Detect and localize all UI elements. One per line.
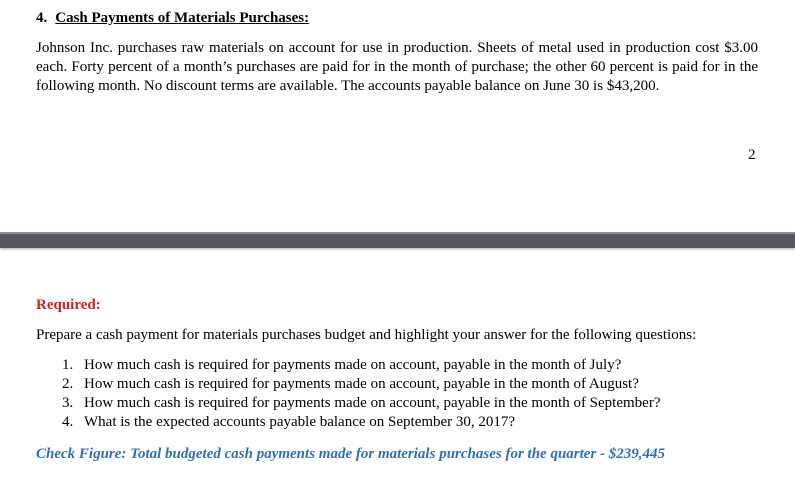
section-heading xyxy=(36,10,309,27)
question-number: 3. xyxy=(62,395,74,411)
question-text: How much cash is required for payments made on account, payable in the month of July? xyxy=(84,357,622,373)
page-break-divider xyxy=(0,232,795,248)
question-number: 4. xyxy=(62,414,74,430)
question-text: How much cash is required for payments made on account, payable in the month of September? xyxy=(84,395,661,411)
required-label: Required: xyxy=(36,297,101,313)
question-number: 2. xyxy=(62,376,74,392)
question-item xyxy=(62,356,661,375)
instruction-text: Prepare a cash payment for materials purchases budget and highlight your answer for the following questions: xyxy=(36,327,697,343)
page-number: 2 xyxy=(748,147,756,163)
document-page-upper xyxy=(0,0,795,230)
question-item xyxy=(62,413,661,432)
question-list xyxy=(62,356,661,432)
question-number: 1. xyxy=(62,357,74,373)
question-item xyxy=(62,394,661,413)
check-figure: Check Figure: Total budgeted cash payments made for materials purchases for the quarter - $239,445 xyxy=(36,446,666,462)
question-text: How much cash is required for payments made on account, payable in the month of August? xyxy=(84,376,639,392)
problem-description: Johnson Inc. purchases raw materials on account for use in production. Sheets of metal used in production cost $3.00 each. Forty percent of a month’s purchases are paid for in the month of purchase; the other 60 percent is paid for in the following month. No discount terms are available. The accounts payable balance on June 30 is $43,200. xyxy=(36,40,758,94)
section-number: 4. xyxy=(36,10,48,26)
question-item xyxy=(62,375,661,394)
section-title: Cash Payments of Materials Purchases: xyxy=(55,10,310,26)
question-text: What is the expected accounts payable balance on September 30, 2017? xyxy=(84,414,516,430)
